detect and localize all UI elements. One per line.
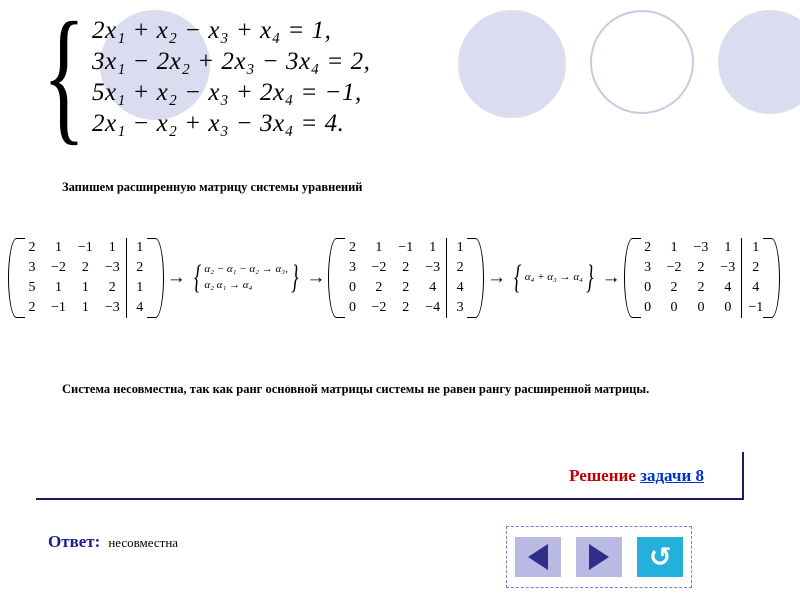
row-ops-2 [511, 259, 596, 297]
matrix-cell: 0 [724, 300, 732, 315]
matrix-cell: 2 [402, 300, 410, 315]
solution-link-line[interactable] [569, 466, 704, 486]
matrix-cell: 2 [28, 240, 36, 255]
decorative-circle-filled [718, 10, 800, 114]
table-row [19, 238, 153, 258]
brace-open-icon: { [193, 259, 202, 297]
system-of-equations [28, 0, 371, 158]
matrix-cell: 3 [348, 260, 356, 275]
matrix-cell-augmented: 2 [126, 258, 153, 278]
matrix-cell: 1 [54, 280, 62, 295]
matrix-cell: 2 [402, 260, 410, 275]
row-ops-1-lines [204, 263, 288, 293]
matrix-cell: 3 [644, 260, 652, 275]
answer-block [48, 532, 178, 552]
table-row [635, 238, 770, 258]
matrix-cell: −3 [104, 260, 120, 275]
matrix-cell: −2 [51, 260, 66, 275]
previous-slide-button[interactable] [515, 537, 561, 577]
matrix-cell-augmented: 2 [742, 258, 769, 278]
matrix-cell: −2 [371, 260, 387, 275]
matrix-cell-augmented: 1 [447, 238, 474, 258]
matrix-cell: −2 [666, 260, 682, 275]
brace-open-icon: { [514, 259, 522, 297]
system-brace: { [42, 0, 86, 158]
triangle-right-icon [589, 544, 609, 570]
row-ops-2-lines [525, 271, 583, 285]
matrix-cell: 1 [81, 300, 89, 315]
equation-1: 2x₁ + x₂ − x₃ + x₄ = 1, [92, 16, 332, 44]
matrix-cell: −3 [104, 300, 120, 315]
matrix-cell: 0 [697, 300, 705, 315]
matrix-cell: 0 [644, 300, 652, 315]
matrix-cell: 4 [724, 280, 732, 295]
matrix-cell: 3 [28, 260, 36, 275]
table-row [339, 258, 473, 278]
arrow-icon: → [306, 267, 326, 288]
row-op-line: α₄ + α₃ → α₄ [524, 271, 583, 284]
matrix-cell: 2 [81, 260, 89, 275]
row-ops-1 [191, 259, 302, 297]
arrow-icon: → [487, 267, 507, 288]
matrix-cell-augmented: −1 [742, 298, 769, 318]
paren-left-icon [624, 238, 635, 318]
answer-value: несовместна [108, 535, 179, 550]
decorative-circle-outline [590, 10, 694, 114]
matrix-cell: −2 [371, 300, 387, 315]
equation-3: 5x₁ + x₂ − x₃ + 2x₄ = −1, [92, 78, 362, 106]
decorative-circle-filled [458, 10, 566, 118]
brace-close-icon: } [290, 259, 299, 297]
equation-4: 2x₁ − x₂ + x₃ − 3x₄ = 4. [92, 109, 345, 137]
matrix-cell: 0 [670, 300, 678, 315]
matrix-cell: 5 [28, 280, 36, 295]
table-row [339, 238, 473, 258]
arrow-icon: → [601, 267, 621, 288]
table-row [635, 298, 770, 318]
matrix-cell-augmented: 4 [126, 298, 153, 318]
matrix-cell: −1 [51, 300, 66, 315]
matrix-cell: 2 [697, 260, 705, 275]
next-slide-button[interactable] [576, 537, 622, 577]
table-row [339, 278, 473, 298]
augmented-matrix-3 [624, 238, 781, 318]
matrix-cell: 1 [670, 240, 678, 255]
paren-right-icon [153, 238, 164, 318]
matrix-cell: 2 [644, 240, 652, 255]
matrix-cell: 1 [375, 240, 383, 255]
augmented-matrix-1 [8, 238, 164, 318]
footer-divider [36, 498, 742, 500]
matrix-cell: −3 [693, 240, 709, 255]
matrix-2-table [339, 238, 473, 318]
equations-list [92, 6, 370, 144]
matrix-cell: 0 [348, 280, 356, 295]
table-row [635, 258, 770, 278]
matrix-cell-augmented: 1 [126, 278, 153, 298]
matrix-cell: −3 [425, 260, 441, 275]
table-row [19, 298, 153, 318]
matrix-cell: −3 [720, 260, 736, 275]
matrix-cell: 2 [375, 280, 383, 295]
paren-right-icon [473, 238, 484, 318]
solution-prefix: Решение [569, 466, 641, 485]
row-op-line: α₂ α₁ → α₄ [204, 279, 253, 291]
matrix-cell: 2 [402, 280, 410, 295]
table-row [339, 298, 473, 318]
paren-right-icon [769, 238, 780, 318]
matrix-cell-augmented: 4 [742, 278, 769, 298]
matrix-cell: −4 [425, 300, 441, 315]
matrix-cell-augmented: 4 [447, 278, 474, 298]
matrix-cell: 2 [697, 280, 705, 295]
matrix-cell-augmented: 3 [447, 298, 474, 318]
matrix-cell: 2 [28, 300, 36, 315]
matrix-cell: 2 [108, 280, 116, 295]
table-row [635, 278, 770, 298]
matrix-cell-augmented: 2 [447, 258, 474, 278]
step-caption: Запишем расширенную матрицу системы уравнений [62, 180, 363, 194]
matrix-cell: 0 [348, 300, 356, 315]
repeat-button[interactable]: ↺ [637, 537, 683, 577]
matrix-cell: 1 [54, 240, 62, 255]
footer-divider-vertical [742, 452, 744, 500]
matrix-cell: 0 [644, 280, 652, 295]
arrow-icon: → [166, 267, 186, 288]
matrix-cell: 1 [81, 280, 89, 295]
matrix-cell: 2 [348, 240, 356, 255]
answer-label: Ответ: [48, 532, 101, 551]
paren-left-icon [328, 238, 339, 318]
table-row [19, 258, 153, 278]
augmented-matrix-2 [328, 238, 484, 318]
navigation-bar [506, 526, 692, 588]
paren-left-icon [8, 238, 19, 318]
brace-close-icon: } [586, 259, 594, 297]
equation-2: 3x₁ − 2x₂ + 2x₃ − 3x₄ = 2, [92, 47, 371, 75]
conclusion-text: Система несовместна, так как ранг основной матрицы системы не равен рангу расширенной матрицы. [62, 382, 650, 396]
row-op-line: α₂ − α₁ − α₂ → α₃, [204, 263, 288, 276]
solution-link[interactable]: задачи 8 [640, 466, 704, 485]
matrix-cell-augmented: 1 [742, 238, 769, 258]
matrix-1-table [19, 238, 153, 318]
matrix-transformation-row [8, 218, 798, 338]
matrix-cell-augmented: 1 [126, 238, 153, 258]
matrix-cell: 4 [429, 280, 437, 295]
matrix-cell: 1 [108, 240, 116, 255]
triangle-left-icon [528, 544, 548, 570]
matrix-cell: 1 [429, 240, 437, 255]
matrix-cell: −1 [77, 240, 93, 255]
table-row [19, 278, 153, 298]
matrix-3-table [635, 238, 770, 318]
matrix-cell: −1 [398, 240, 414, 255]
matrix-cell: 2 [670, 280, 678, 295]
matrix-cell: 1 [724, 240, 732, 255]
